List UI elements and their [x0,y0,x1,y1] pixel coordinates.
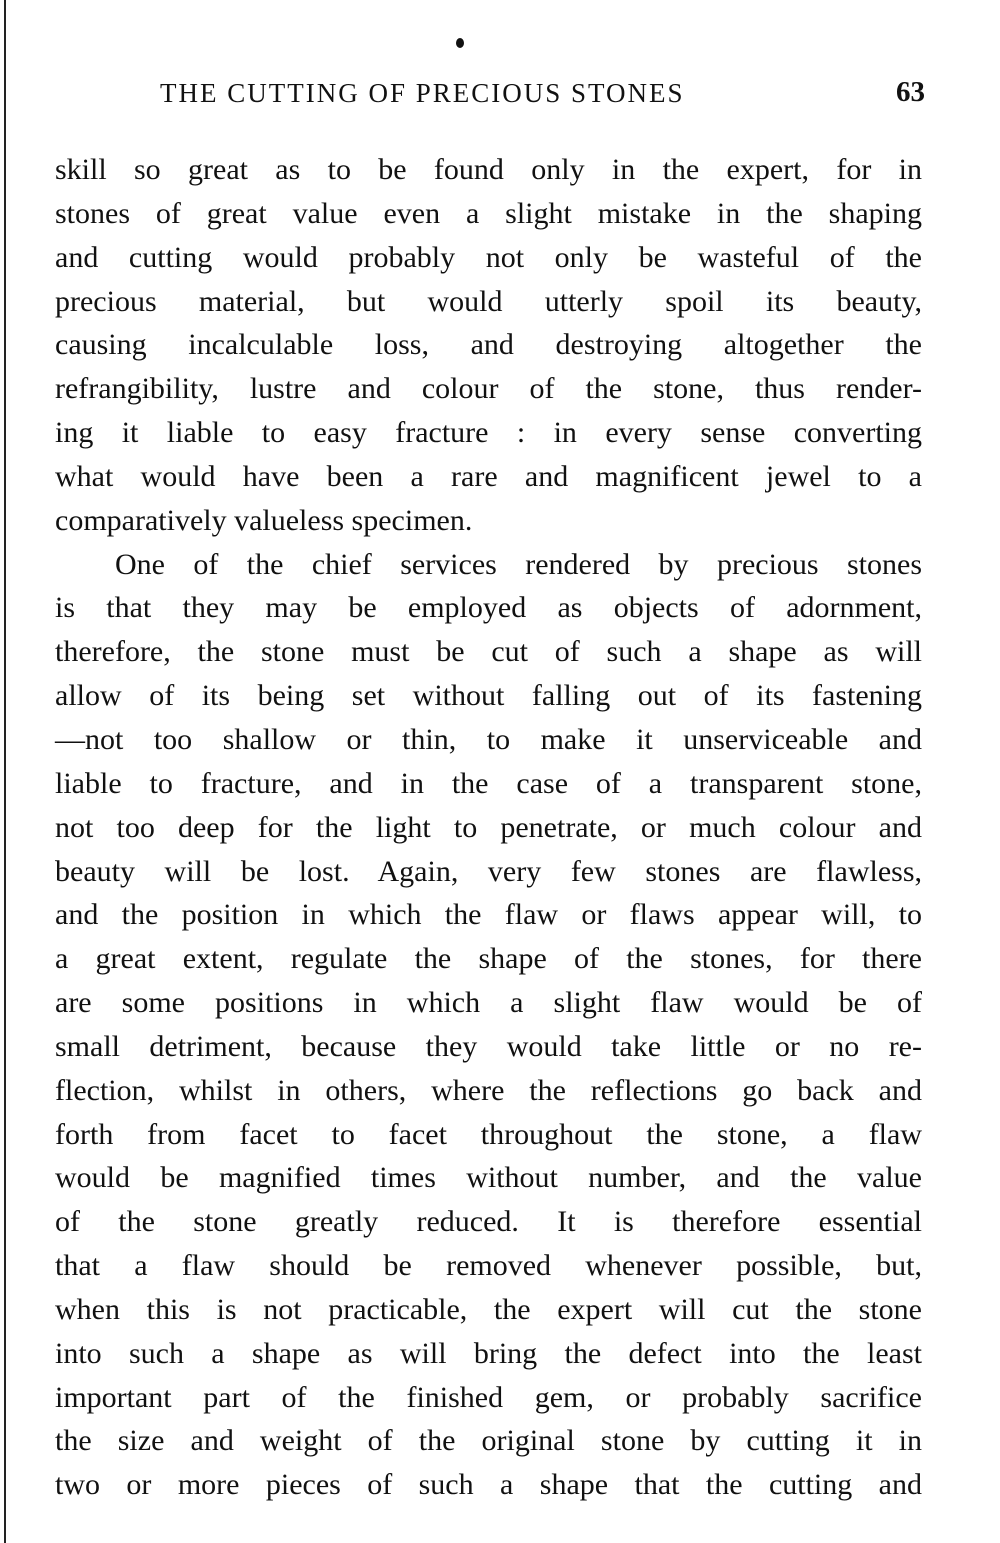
text-line: comparatively valueless specimen. [55,503,473,537]
body-text [55,148,922,1507]
text-line: is that they may be employed as objects of adornment, [55,591,922,625]
text-line: what would have been a rare and magnificent jewel to a [55,459,922,493]
text-line: not too deep for the light to penetrate, or much colour and [55,810,922,844]
text-line: that a flaw should be removed whenever possible, but, [55,1249,922,1283]
text-line: allow of its being set without falling out of its fastening [55,679,922,713]
text-line: the size and weight of the original stone by cutting it in [55,1424,922,1458]
text-line: beauty will be lost. Again, very few stones are flawless, [55,854,922,888]
text-line: precious material, but would utterly spoil its beauty, [55,284,922,318]
page-edge-line [4,0,6,1543]
page-number: 63 [896,76,925,108]
text-line: and cutting would probably not only be wasteful of the [55,240,922,274]
text-line: refrangibility, lustre and colour of the stone, thus render- [55,372,922,406]
text-line: a great extent, regulate the shape of the stones, for there [55,942,922,976]
text-line: important part of the finished gem, or probably sacrifice [55,1380,922,1414]
text-line: would be magnified times without number, and the value [55,1161,922,1195]
page-header [160,78,925,118]
ink-dot [456,38,464,48]
text-line: therefore, the stone must be cut of such a shape as will [55,635,922,669]
text-line: forth from facet to facet throughout the stone, a flaw [55,1117,922,1151]
text-line: —not too shallow or thin, to make it unserviceable and [55,722,922,756]
text-line: small detriment, because they would take little or no re- [55,1029,922,1063]
text-line: are some positions in which a slight flaw would be of [55,986,922,1020]
text-line: two or more pieces of such a shape that the cutting and [55,1468,922,1502]
text-line: stones of great value even a slight mistake in the shaping [55,196,922,230]
text-line: liable to fracture, and in the case of a transparent stone, [55,766,922,800]
text-line: and the position in which the flaw or flaws appear will, to [55,898,922,932]
text-line: into such a shape as will bring the defect into the least [55,1336,922,1370]
text-line: One of the chief services rendered by precious stones [115,547,922,581]
text-line: of the stone greatly reduced. It is therefore essential [55,1205,922,1239]
text-line: skill so great as to be found only in the expert, for in [55,153,922,186]
text-line: flection, whilst in others, where the reflections go back and [55,1073,922,1107]
text-line: ing it liable to easy fracture : in every sense converting [55,416,922,450]
text-line: when this is not practicable, the expert will cut the stone [55,1292,922,1326]
running-title: THE CUTTING OF PRECIOUS STONES [160,78,685,108]
text-line: causing incalculable loss, and destroying altogether the [55,328,922,362]
